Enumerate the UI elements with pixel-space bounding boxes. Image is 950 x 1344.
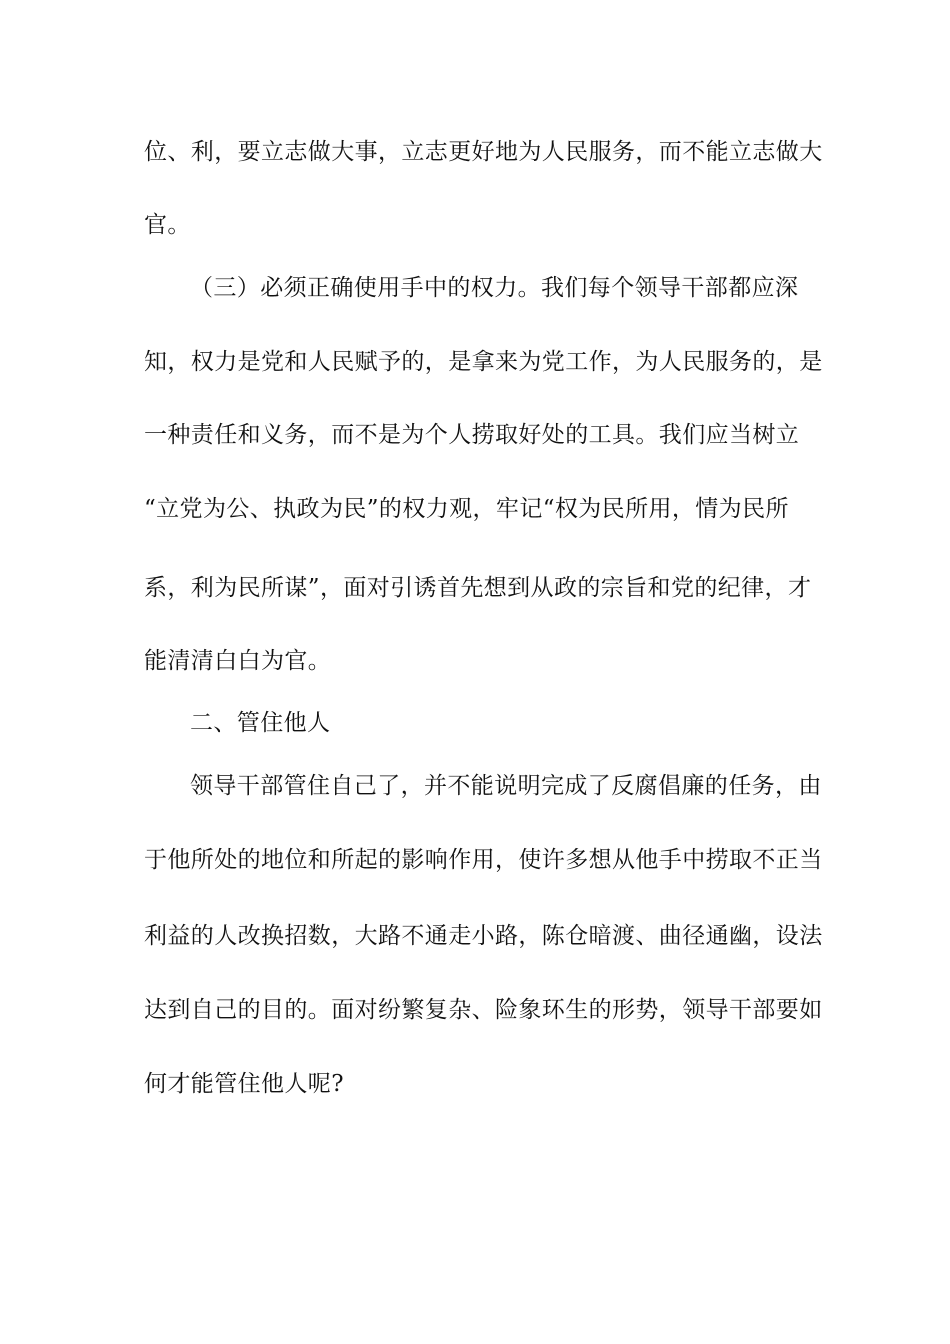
text-line: “立党为公、执政为民”的权力观，牢记“权为民所用，情为民所 xyxy=(144,496,789,522)
text-line: 系，利为民所谋”，面对引诱首先想到从政的宗旨和党的纪律，才 xyxy=(144,575,812,601)
text-line: 能清清白白为官。 xyxy=(144,648,332,674)
section-heading: 二、管住他人 xyxy=(190,710,331,736)
text-line: 利益的人改换招数，大路不通走小路，陈仓暗渡、曲径通幽，设法 xyxy=(144,923,823,949)
text-line: 何才能管住他人呢? xyxy=(144,1071,344,1097)
text-line: 达到自己的目的。面对纷繁复杂、险象环生的形势，领导干部要如 xyxy=(144,997,823,1023)
text-line: 官。 xyxy=(144,212,191,238)
text-line: 领导干部管住自己了，并不能说明完成了反腐倡廉的任务，由 xyxy=(190,773,822,799)
paragraph-heading: （三）必须正确使用手中的权力。我们每个领导干部都应深 xyxy=(190,275,799,301)
text-line: 位、利，要立志做大事，立志更好地为人民服务，而不能立志做大 xyxy=(144,139,823,165)
text-line: 于他所处的地位和所起的影响作用，使许多想从他手中捞取不正当 xyxy=(144,847,823,873)
text-line: 知，权力是党和人民赋予的，是拿来为党工作，为人民服务的，是 xyxy=(144,349,823,375)
text-line: 一种责任和义务，而不是为个人捞取好处的工具。我们应当树立 xyxy=(144,422,800,448)
